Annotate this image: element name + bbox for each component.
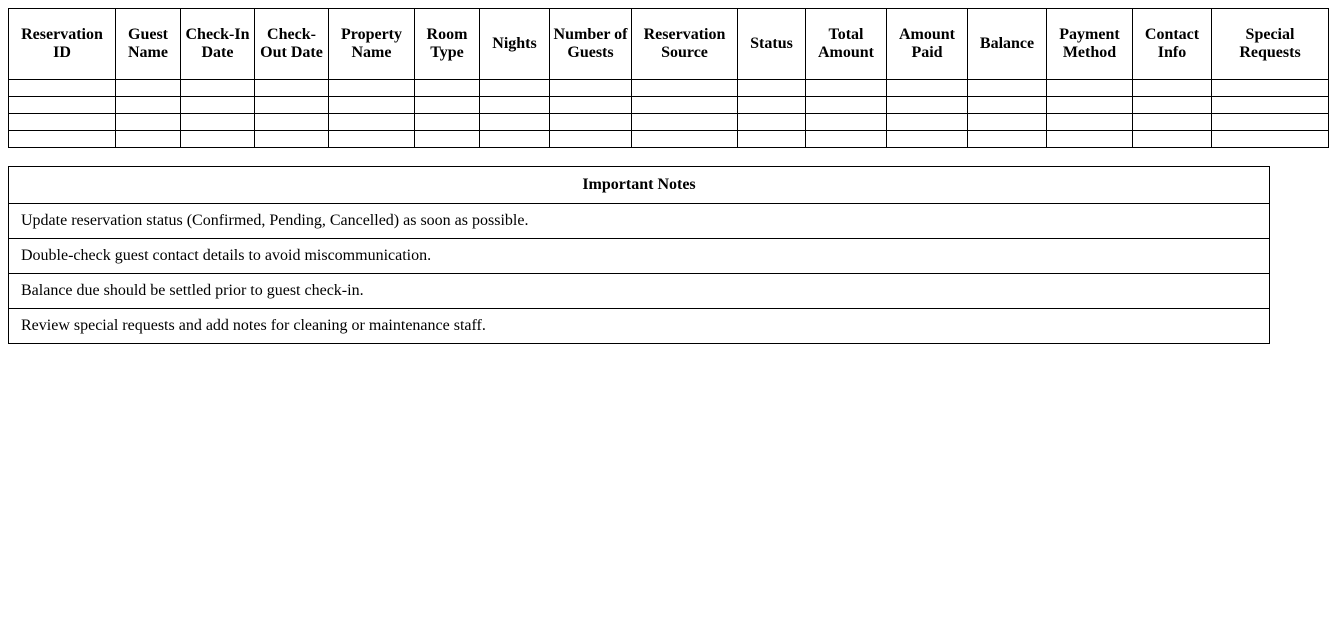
- table-cell[interactable]: [1047, 114, 1133, 131]
- column-header-total-amount: Total Amount: [806, 9, 887, 80]
- important-notes-table: [8, 166, 1270, 344]
- table-cell[interactable]: [9, 97, 116, 114]
- column-header-property-name: Property Name: [329, 9, 415, 80]
- table-cell[interactable]: [329, 97, 415, 114]
- table-cell[interactable]: [1212, 97, 1329, 114]
- notes-title-row: [9, 167, 1270, 204]
- column-header-guest-name: Guest Name: [116, 9, 181, 80]
- table-cell[interactable]: [415, 131, 480, 148]
- table-cell[interactable]: [632, 97, 738, 114]
- table-cell[interactable]: [9, 114, 116, 131]
- table-cell[interactable]: [415, 97, 480, 114]
- table-cell[interactable]: [550, 131, 632, 148]
- table-cell[interactable]: [329, 131, 415, 148]
- table-cell[interactable]: [116, 80, 181, 97]
- table-cell[interactable]: [738, 131, 806, 148]
- table-cell[interactable]: [968, 97, 1047, 114]
- table-cell[interactable]: [738, 114, 806, 131]
- table-cell[interactable]: [116, 114, 181, 131]
- table-cell[interactable]: [415, 114, 480, 131]
- table-cell[interactable]: [887, 114, 968, 131]
- note-row: [9, 204, 1270, 239]
- table-cell[interactable]: [1133, 80, 1212, 97]
- table-cell[interactable]: [329, 114, 415, 131]
- table-cell[interactable]: [1133, 114, 1212, 131]
- table-cell[interactable]: [1212, 80, 1329, 97]
- table-cell[interactable]: [968, 131, 1047, 148]
- table-cell[interactable]: [968, 80, 1047, 97]
- table-cell[interactable]: [806, 97, 887, 114]
- table-cell[interactable]: [480, 80, 550, 97]
- table-cell[interactable]: [480, 97, 550, 114]
- column-header-room-type: Room Type: [415, 9, 480, 80]
- table-row: [9, 114, 1329, 131]
- table-cell[interactable]: [255, 131, 329, 148]
- table-cell[interactable]: [1047, 97, 1133, 114]
- note-item: Review special requests and add notes for cleaning or maintenance staff.: [9, 309, 1270, 344]
- table-cell[interactable]: [116, 97, 181, 114]
- table-cell[interactable]: [480, 114, 550, 131]
- column-header-contact-info: Contact Info: [1133, 9, 1212, 80]
- table-cell[interactable]: [415, 80, 480, 97]
- table-cell[interactable]: [632, 114, 738, 131]
- table-cell[interactable]: [887, 80, 968, 97]
- table-row: [9, 97, 1329, 114]
- note-item: Balance due should be settled prior to guest check-in.: [9, 274, 1270, 309]
- column-header-check-out-date: Check-Out Date: [255, 9, 329, 80]
- table-cell[interactable]: [329, 80, 415, 97]
- table-cell[interactable]: [887, 97, 968, 114]
- table-cell[interactable]: [255, 97, 329, 114]
- table-cell[interactable]: [181, 131, 255, 148]
- table-cell[interactable]: [1212, 131, 1329, 148]
- reservation-table: [8, 8, 1329, 148]
- notes-title: Important Notes: [9, 167, 1270, 204]
- note-row: [9, 309, 1270, 344]
- table-cell[interactable]: [632, 80, 738, 97]
- table-cell[interactable]: [181, 97, 255, 114]
- note-row: [9, 239, 1270, 274]
- table-cell[interactable]: [181, 80, 255, 97]
- table-cell[interactable]: [1047, 131, 1133, 148]
- column-header-check-in-date: Check-In Date: [181, 9, 255, 80]
- table-cell[interactable]: [738, 80, 806, 97]
- column-header-status: Status: [738, 9, 806, 80]
- column-header-amount-paid: Amount Paid: [887, 9, 968, 80]
- table-cell[interactable]: [968, 114, 1047, 131]
- table-cell[interactable]: [9, 131, 116, 148]
- table-cell[interactable]: [887, 131, 968, 148]
- table-cell[interactable]: [550, 97, 632, 114]
- table-cell[interactable]: [738, 97, 806, 114]
- column-header-reservation-id: Reservation ID: [9, 9, 116, 80]
- column-header-number-of-guests: Number of Guests: [550, 9, 632, 80]
- table-cell[interactable]: [255, 80, 329, 97]
- table-cell[interactable]: [550, 114, 632, 131]
- reservation-table-container: [8, 8, 1301, 148]
- column-header-special-requests: Special Requests: [1212, 9, 1329, 80]
- table-cell[interactable]: [181, 114, 255, 131]
- table-row: [9, 80, 1329, 97]
- table-cell[interactable]: [632, 131, 738, 148]
- table-cell[interactable]: [550, 80, 632, 97]
- note-item: Double-check guest contact details to avoid miscommunication.: [9, 239, 1270, 274]
- table-cell[interactable]: [806, 131, 887, 148]
- column-header-payment-method: Payment Method: [1047, 9, 1133, 80]
- table-cell[interactable]: [480, 131, 550, 148]
- table-cell[interactable]: [1133, 97, 1212, 114]
- table-cell[interactable]: [806, 80, 887, 97]
- table-cell[interactable]: [1047, 80, 1133, 97]
- column-header-reservation-source: Reservation Source: [632, 9, 738, 80]
- column-header-nights: Nights: [480, 9, 550, 80]
- table-cell[interactable]: [806, 114, 887, 131]
- table-cell[interactable]: [255, 114, 329, 131]
- column-header-balance: Balance: [968, 9, 1047, 80]
- note-row: [9, 274, 1270, 309]
- table-header-row: [9, 9, 1329, 80]
- note-item: Update reservation status (Confirmed, Pending, Cancelled) as soon as possible.: [9, 204, 1270, 239]
- table-cell[interactable]: [9, 80, 116, 97]
- table-cell[interactable]: [116, 131, 181, 148]
- table-cell[interactable]: [1212, 114, 1329, 131]
- reservation-table-body: [9, 80, 1329, 148]
- table-cell[interactable]: [1133, 131, 1212, 148]
- table-row: [9, 131, 1329, 148]
